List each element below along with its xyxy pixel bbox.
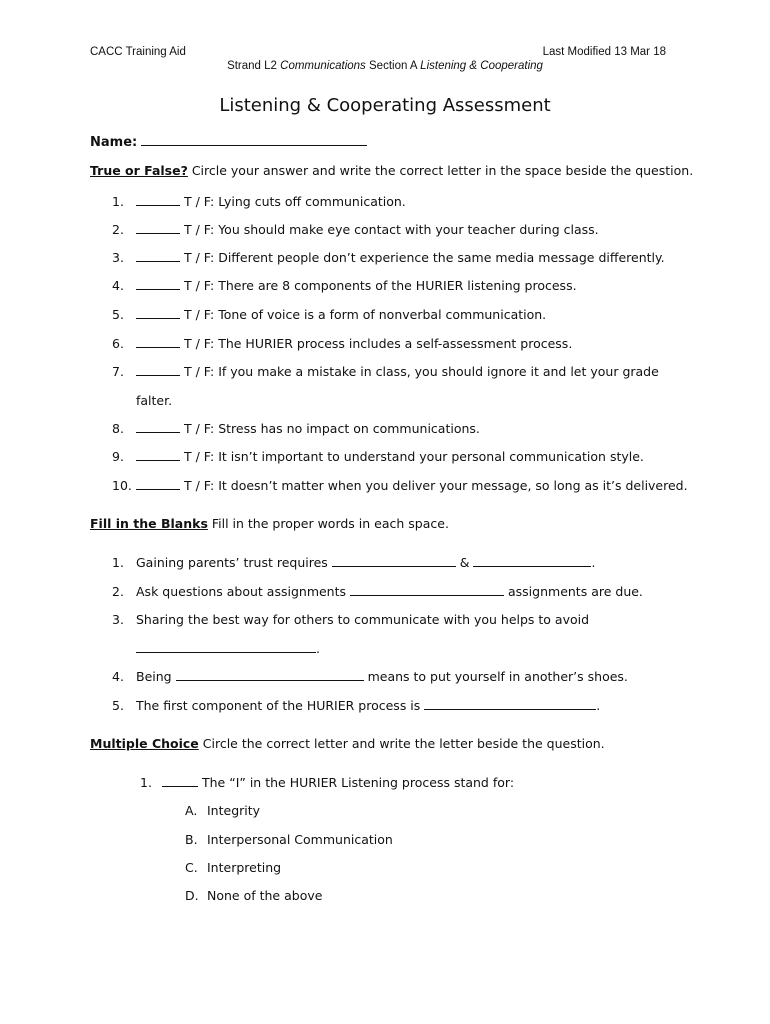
fb-item: 2. Ask questions about assignments assignments are due.	[112, 584, 643, 599]
answer-blank[interactable]	[136, 449, 180, 461]
answer-blank[interactable]	[424, 698, 596, 710]
tf-heading: True or False?	[90, 163, 188, 178]
fb-item: 4. Being means to put yourself in another’s shoes.	[112, 669, 628, 684]
answer-blank[interactable]	[350, 584, 504, 596]
mc-option[interactable]: A. Integrity	[185, 803, 261, 818]
fb-item: 1. Gaining parents’ trust requires & .	[112, 555, 596, 570]
mc-instruction: Circle the correct letter and write the letter beside the question.	[198, 736, 605, 751]
strand-section: Section A	[369, 60, 417, 72]
header-right: Last Modified 13 Mar 18	[542, 46, 666, 58]
answer-blank[interactable]	[136, 250, 180, 262]
page-title: Listening & Cooperating Assessment	[219, 95, 551, 116]
mc-heading: Multiple Choice	[90, 736, 199, 751]
tf-item: 5. T / F: Tone of voice is a form of nonverbal communication.	[112, 307, 547, 322]
tf-item: 10. T / F: It doesn’t matter when you deliver your message, so long as it’s delivered.	[112, 478, 688, 493]
name-row	[90, 133, 367, 150]
tf-item: 6. T / F: The HURIER process includes a self-assessment process.	[112, 336, 573, 351]
mc-option[interactable]: D. None of the above	[185, 888, 323, 903]
tf-item: 3. T / F: Different people don’t experience the same media message differently.	[112, 250, 665, 265]
fb-item: 5. The first component of the HURIER process is .	[112, 698, 601, 713]
mc-section-heading	[90, 736, 605, 751]
tf-item: 8. T / F: Stress has no impact on communications.	[112, 421, 480, 436]
tf-instruction: Circle your answer and write the correct letter in the space beside the question.	[187, 163, 694, 178]
answer-blank[interactable]	[162, 775, 198, 787]
fb-instruction: Fill in the proper words in each space.	[207, 516, 449, 531]
name-label: Name:	[90, 135, 138, 150]
tf-item: 9. T / F: It isn’t important to understand your personal communication style.	[112, 449, 644, 464]
mc-question: 1. The “I” in the HURIER Listening process stand for:	[140, 775, 515, 790]
answer-blank[interactable]	[332, 555, 456, 567]
fb-item-continuation: .	[136, 641, 320, 656]
tf-item: 1. T / F: Lying cuts off communication.	[112, 194, 406, 209]
mc-option[interactable]: B. Interpersonal Communication	[185, 832, 393, 847]
answer-blank[interactable]	[473, 555, 591, 567]
strand-communications: Communications	[280, 60, 366, 72]
tf-item: 2. T / F: You should make eye contact with your teacher during class.	[112, 222, 599, 237]
fb-item: 3. Sharing the best way for others to communicate with you helps to avoid	[112, 612, 590, 627]
answer-blank[interactable]	[136, 278, 180, 290]
answer-blank[interactable]	[136, 194, 180, 206]
fb-section-heading	[90, 516, 449, 531]
fb-heading: Fill in the Blanks	[90, 516, 208, 531]
header-left: CACC Training Aid	[90, 46, 186, 58]
tf-item: 7. T / F: If you make a mistake in class, you should ignore it and let your grade	[112, 364, 659, 379]
answer-blank[interactable]	[136, 641, 316, 653]
tf-item-continuation: falter.	[136, 393, 173, 408]
answer-blank[interactable]	[136, 336, 180, 348]
answer-blank[interactable]	[136, 307, 180, 319]
tf-item: 4. T / F: There are 8 components of the HURIER listening process.	[112, 278, 577, 293]
name-field[interactable]	[141, 133, 367, 146]
tf-section-heading	[90, 163, 693, 178]
answer-blank[interactable]	[136, 364, 180, 376]
answer-blank[interactable]	[136, 421, 180, 433]
strand-topic: Listening & Cooperating	[420, 60, 543, 72]
answer-blank[interactable]	[176, 669, 364, 681]
answer-blank[interactable]	[136, 222, 180, 234]
mc-option[interactable]: C. Interpreting	[185, 860, 282, 875]
header-strand	[0, 60, 770, 72]
strand-prefix: Strand L2	[227, 60, 277, 72]
answer-blank[interactable]	[136, 478, 180, 490]
